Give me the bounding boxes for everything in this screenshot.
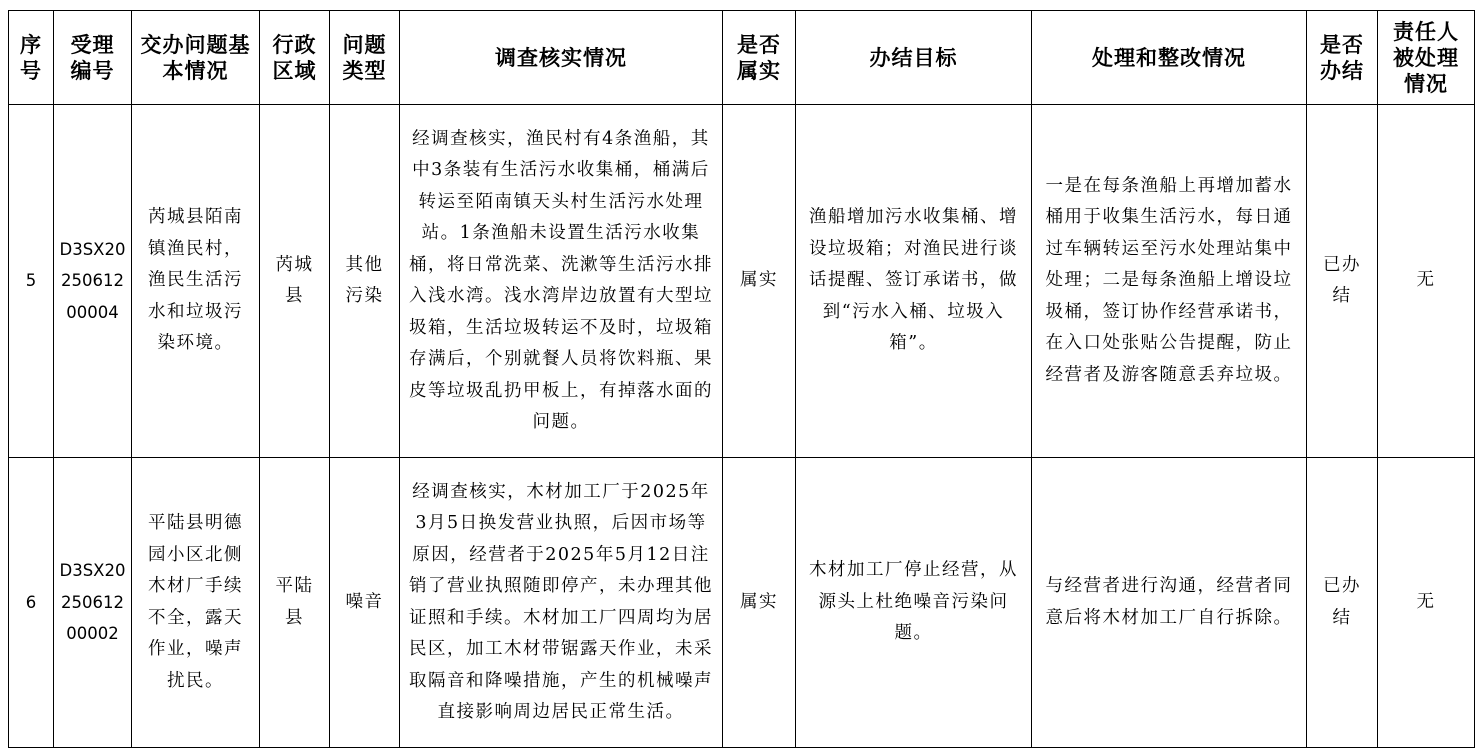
- cell-investigation: 经调查核实，木材加工厂于2025年3月5日换发营业执照，后因市场等原因，经营者于2025年5月12日注销了营业执照随即停产，未办理其他证照和手续。木材加工厂四周均为居民区，加工木材带锯露天作业，未采取隔音和降噪措施，产生的机械噪声直接影响周边居民正常生活。: [400, 458, 723, 748]
- cell-basic: 芮城县陌南镇渔民村，渔民生活污水和垃圾污染环境。: [132, 105, 260, 458]
- header-code: 受理编号: [54, 11, 132, 105]
- header-true: 是否属实: [723, 11, 796, 105]
- cell-rectify: 与经营者进行沟通，经营者同意后将木材加工厂自行拆除。: [1032, 458, 1307, 748]
- cell-region: 平陆县: [260, 458, 330, 748]
- header-investigation: 调查核实情况: [400, 11, 723, 105]
- header-basic: 交办问题基本情况: [132, 11, 260, 105]
- complaint-handling-table: [8, 10, 1475, 748]
- cell-type: 噪音: [330, 458, 400, 748]
- header-penalty: 责任人被处理情况: [1378, 11, 1475, 105]
- cell-true: 属实: [723, 105, 796, 458]
- cell-goal: 木材加工厂停止经营，从源头上杜绝噪音污染问题。: [796, 458, 1032, 748]
- code-text: D3SX2025061200002: [59, 561, 126, 644]
- cell-done: 已办结: [1307, 105, 1378, 458]
- header-seq: 序号: [9, 11, 54, 105]
- header-type: 问题类型: [330, 11, 400, 105]
- cell-investigation: 经调查核实，渔民村有4条渔船，其中3条装有生活污水收集桶，桶满后转运至陌南镇天头村生活污水处理站。1条渔船未设置生活污水收集桶，将日常洗菜、洗漱等生活污水排入浅水湾。浅水湾岸边放置有大型垃圾箱，生活垃圾转运不及时，垃圾箱存满后，个别就餐人员将饮料瓶、果皮等垃圾乱扔甲板上，有掉落水面的问题。: [400, 105, 723, 458]
- code-text: D3SX2025061200004: [59, 239, 126, 322]
- cell-basic: 平陆县明德园小区北侧木材厂手续不全，露天作业，噪声扰民。: [132, 458, 260, 748]
- cell-penalty: 无: [1378, 458, 1475, 748]
- cell-type: 其他污染: [330, 105, 400, 458]
- cell-seq: 6: [9, 458, 54, 748]
- header-region: 行政区域: [260, 11, 330, 105]
- header-goal: 办结目标: [796, 11, 1032, 105]
- cell-seq: 5: [9, 105, 54, 458]
- document-page: [8, 10, 1474, 748]
- table-row: [9, 458, 1475, 748]
- cell-true: 属实: [723, 458, 796, 748]
- header-done: 是否办结: [1307, 11, 1378, 105]
- cell-region: 芮城县: [260, 105, 330, 458]
- cell-penalty: 无: [1378, 105, 1475, 458]
- cell-code: [54, 105, 132, 458]
- header-rectify: 处理和整改情况: [1032, 11, 1307, 105]
- table-header-row: [9, 11, 1475, 105]
- cell-goal: 渔船增加污水收集桶、增设垃圾箱；对渔民进行谈话提醒、签订承诺书，做到“污水入桶、垃圾入箱”。: [796, 105, 1032, 458]
- table-row: [9, 105, 1475, 458]
- cell-done: 已办结: [1307, 458, 1378, 748]
- cell-rectify: 一是在每条渔船上再增加蓄水桶用于收集生活污水，每日通过车辆转运至污水处理站集中处理；二是每条渔船上增设垃圾桶，签订协作经营承诺书，在入口处张贴公告提醒，防止经营者及游客随意丢弃垃圾。: [1032, 105, 1307, 458]
- cell-code: [54, 458, 132, 748]
